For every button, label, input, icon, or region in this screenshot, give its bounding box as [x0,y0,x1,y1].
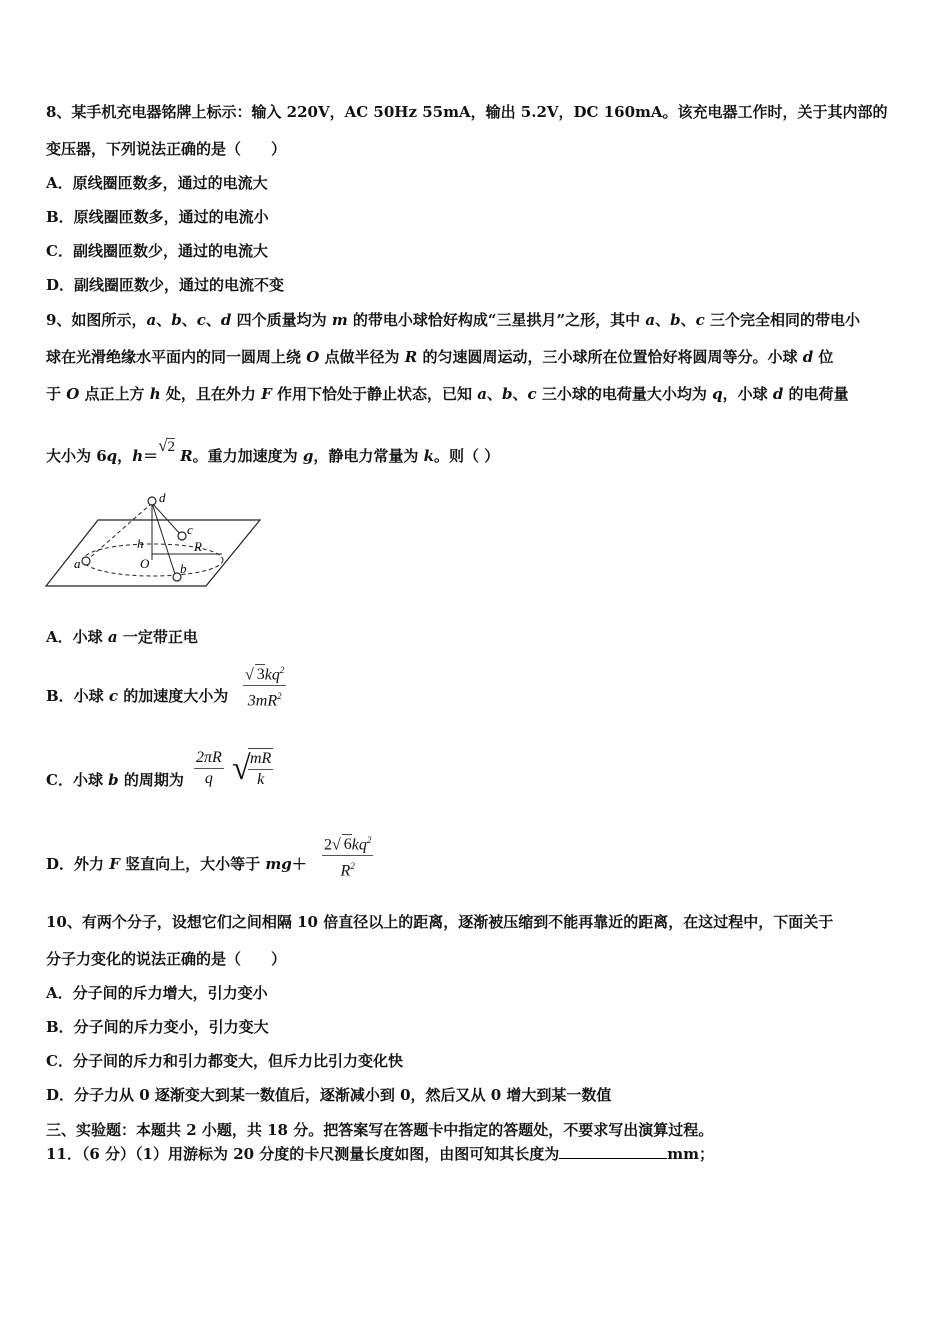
ball-a [82,557,90,565]
q9-option-b: B．小球 c 的加速度大小为 [46,687,229,705]
ball-c [178,532,186,540]
q9-option-c: C．小球 b 的周期为 [46,771,184,789]
q9-stem-line3: 于 O 点正上方 h 处，且在外力 F 作用下恰处于静止状态，已知 a、b、c 三小球的电荷量大小均为 q，小球 d 的电荷量 [46,385,849,403]
q9-c-radical-fraction: $\frac{mR}{k}$ [250,750,272,788]
q9-d-fraction: $\frac{2√ 6kq^2}{R^2}$ [322,830,373,882]
q8-stem-line2: 变压器，下列说法正确的是（ ） [46,140,287,158]
q9-option-a: A．小球 a 一定带正电 [46,628,198,646]
sqrt-radicand: 2 [167,439,175,455]
q8-option-d: D．副线圈匝数少，通过的电流不变 [46,276,285,294]
label-O: O [140,556,150,571]
sqrt-sign: √ [158,436,168,455]
q10-option-c: C．分子间的斥力和引力都变大，但斥力比引力变化快 [46,1052,403,1070]
label-b: b [180,561,187,576]
orbit-ellipse [83,544,223,576]
q9-c-radical-sign: √ [232,750,251,787]
line-d-b [152,503,176,577]
q8-stem-line1: 8、某手机充电器铭牌上标示：输入 220V，AC 50Hz 55mA，输出 5.2V，DC 160mA。该充电器工作时，关于其内部的 [46,103,888,121]
q11-stem: 11．（6 分）（1）用游标为 20 分度的卡尺测量长度如图，由图可知其长度为 mm； [46,1145,715,1163]
label-c: c [187,522,193,537]
label-d: d [159,490,166,505]
q9-option-d: D．外力 F 竖直向上，大小等于 mg＋ [46,855,307,873]
label-a: a [74,556,81,571]
line-d-c [152,503,181,535]
q10-stem-line1: 10、有两个分子，设想它们之间相隔 10 倍直径以上的距离，逐渐被压缩到不能再靠近的距离，在这过程中，下面关于 [46,913,834,931]
three-stars-figure [44,488,264,592]
q8-option-c: C．副线圈匝数少，通过的电流大 [46,242,268,260]
ball-d [148,497,156,505]
q8-option-b: B．原线圈匝数多，通过的电流小 [46,208,269,226]
q9-stem-line1: 9、如图所示，a、b、c、d 四个质量均为 m 的带电小球恰好构成“三星拱月”之形，其中 a、b、c 三个完全相同的带电小 [46,311,861,329]
line-d-a [86,503,152,561]
plane-parallelogram [46,520,260,586]
q8-option-a: A．原线圈匝数多，通过的电流大 [46,174,268,192]
q9-c-fraction: $\frac{2\pi R}{q}$ [196,749,222,787]
q11-answer-blank[interactable] [559,1144,667,1159]
q9-stem-line2: 球在光滑绝缘水平面内的同一圆周上绕 O 点做半径为 R 的匀速圆周运动，三小球所在位置恰好将圆周等分。小球 d 位 [46,348,834,366]
label-h: h [137,536,144,551]
label-R: R [194,539,202,554]
q10-option-b: B．分子间的斥力变小，引力变大 [46,1018,269,1036]
section-3-heading: 三、实验题：本题共 2 小题，共 18 分。把答案写在答题卡中指定的答题处，不要求写出演算过程。 [46,1121,714,1139]
q10-option-a: A．分子间的斥力增大，引力变小 [46,984,268,1002]
q10-stem-line2: 分子力变化的说法正确的是（ ） [46,950,287,968]
q10-option-d: D．分子力从 0 逐渐变大到某一数值后，逐渐减小到 0，然后又从 0 增大到某一数值 [46,1086,612,1104]
q9-stem-line4: 大小为 6q，h＝√2 R。重力加速度为 g，静电力常量为 k。则（ ） [46,436,500,465]
q9-b-fraction: $\frac{√ 3kq^2}{3mR^2}$ [243,660,286,712]
